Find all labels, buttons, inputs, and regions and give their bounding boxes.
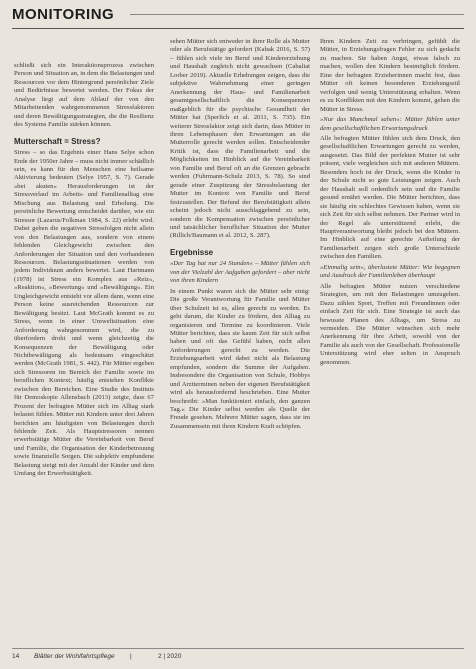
page-header	[12, 6, 464, 29]
paragraph: schließt sich ein Interaktionsprozess zwischen Person und Situation an, in dem die Belastungen und Ressourcen vor dem Hintergrund persönlicher Ziele und Bedürfnisse bewertet werden. Der Fokus der Analyse liegt auf dem Ablauf der von den Mitarbeitenden wahrgenommenen Stressfaktoren und deren Bewältigungsstrategien, die die Resilienz des Systems Familie stärken können.	[14, 62, 154, 129]
text-column-3	[320, 38, 460, 369]
paragraph: Alle befragten Mütter fühlen sich dem Druck, den gesellschaftlichen Erwartungen gerecht zu werden, ausgesetzt. Das Bild der perfekten Mutter ist sehr präsent, viele vergleichen sich mit anderen Müttern. Besonders hoch ist der Druck, wenn die Kinder in der Schule nicht so gute Leistungen zeigen. Auch der Haushalt soll ordentlich sein und die Familie gesund ernährt werden. Die Mütter berichten, dass sie häufig ein schlechtes Gewissen haben, wenn sie sich Zeit für sich selbst nehmen. Der Partner wird in der Regel als unterstützend erlebt, die Hauptverantwortung bleibt jedoch bei den Müttern. Im Hinblick auf eine gerechte Aufteilung der Familienarbeit zeigen sich große Unterschiede zwischen den Familien.	[320, 134, 460, 261]
paragraph: Ihren Kindern Zeit zu verbringen, gefühlt die Mütter, in Erziehungsfragen Fehler zu sich gedacht zu machen. Sie haben Angst, etwas falsch zu machen, wollen den Kindern bestmöglich fördern. Eine der befragten Erzieherinnen macht fest, dass Mütter oft keinen besonderen Erziehungsstil verfolgen und wenig Unterstützung erhalten. Wenn es zu Konflikten mit den Kindern kommt, gehen die Mütter in Stress.	[320, 38, 460, 113]
page-footer	[12, 648, 464, 663]
header-rule	[130, 14, 464, 15]
text-column-1	[14, 62, 154, 481]
paragraph: sehen Mütter sich entweder in ihrer Rolle als Mutter oder als Berufstätige gefordert (Kabak 2016, S. 57) – fühlen sich viele im Beruf und Kindererziehung und Haushalt zugleich nicht gewachsen (Cabaliat Lorber 2019). Aktuelle Erhebungen zeigen, dass die subjektive Wahrnehmung einer geringen Anerkennung der Haus- und Familienarbeit gesamtgesellschaftlich die Konsequenzen maßgeblich für die psychische Gesundheit der Mütter hat (Sperlich et al. 2011, S. 735). Ein weiterer Stressfaktor zeigt sich darin, dass Mütter in ihren Lebensphasen den Erwartungen an die Mutterrolle gerecht werden sollen. Entscheidender Kritik ist, dass die Familienarbeit und die Möglichkeiten im Hinblick auf die Vereinbarkeit von Familie und Beruf oft an die Grenzen gebracht werden (Fuhrmann-Schulz 2013, S. 78). So sind gerade einer Zuspitzung der Stressbelastung der Mutter im Kontext von Familie und Beruf festzustellen. Der Befund der Berufstätigkeit allein scheint jedoch nicht ausschlaggebend zu sein, sondern die Kompensation zwischen persönlicher und tatsächlicher beruflicher Situation der Mutter (Rillich/Baumann et al. 2012, S. 287).	[170, 38, 310, 240]
subheading: Mutterschaft = Stress?	[14, 136, 101, 146]
paragraph: In einem Punkt waren sich die Mütter sehr einig: Die große Verantwortung für Familie und Mütter über Schulzeit ist es, allen gerecht zu werden. Es geht darum, die Kinder zu fördern, den Alltag zu organisieren und Termine zu koordinieren. Viele Mütter berichten, dass sie kaum Zeit für sich selbst haben und oft das Gefühl haben, nicht allen Anforderungen gerecht zu werden. Die Erziehungsarbeit wird dabei nicht als Belastung empfunden, sondern die Summe der Aufgaben. Insbesondere die Organisation von Schule, Hobbys und Arztterminen neben der eigenen Berufstätigkeit wird als herausfordernd beschrieben. Eine Mutter beschreibt: »Man funktioniert einfach, den ganzen Tag.« Die Kinder selbst werden als Quelle der Freude gesehen. Mehrere Mütter sagen, dass sie im Zusammensein mit ihren Kindern Kraft schöpfen.	[170, 287, 310, 430]
text-column-2	[170, 38, 310, 433]
subheading: Ergebnisse	[170, 247, 214, 257]
page-number: 14	[12, 653, 20, 660]
quote-heading: »Der Tag hat nur 24 Stunden« – Mütter fühlen sich von der Vielzahl der Aufgaben gefordert – aber nicht von ihren Kindern	[170, 260, 310, 285]
issue-number: 2 | 2020	[158, 653, 182, 660]
journal-name: Blätter der Wohlfahrtspflege	[34, 653, 115, 660]
quote-heading: »Einmalig sein«, überlastete Mütter: Wie begegnen und Ausdruck der Familienleben überhaupt	[320, 263, 460, 280]
paragraph: Stress – so das Ergebnis einer Hans Selye schon Ende der 1950er Jahre – muss nicht immer schädlich sein, es kann für den Menschen eine heilsame Aktivierung bedeuten (Selye 1957, S. 7). Gerade »bei akuten« Herausforderungen ist der Stressverlauf im Arbeits- und Familienalltag eine Mischung aus Belastung und Erholung. Die persönliche Bewertung entscheidet darüber, wie ein Stressor (Lazarus/Folkman 1984, S. 22) erlebt wird. Dabei gehen die negativen Stressfolgen nicht allein von den Belastungen aus, sondern von einem fehlenden Gleichgewicht zwischen den Anforderungen der Situation und den vorhandenen Ressourcen. Belastungssituationen werden von jedem Individuum anders bewertet. Laut Hartmann (1978) ist Stress ein Komplex aus »Reiz«, »Reaktion«, »Bewertung« und »Bewältigung«. Ein Ungleichgewicht entsteht vor allem dann, wenn eine Person keine ausreichenden Ressourcen zur Bewältigung besitzt. Laut McGrath kommt es zu Stress, wenn in einer Umweltsituation eine Anforderung wahrgenommen wird, die zu überfordern droht und wenn gleichzeitig die Konsequenzen der Bewältigung oder Nichtbewältigung als bedeutsam eingeschätzt werden (McGrath 1981, S. 442). Für Mütter ergeben sich Stressoren im Bereich der Familie sowie im beruflichen Kontext; häufig entstehen Konflikte zwischen den Bereichen. Eine Studie des Instituts für Demoskopie Allensbach (2013) zeigte, dass 67 Prozent der befragten Mütter sich im Alltag stark belastet fühlen. Mütter mit Kindern unter drei Jahren berichten am häufigsten von Belastungen durch fehlende Zeit. Als Hauptstressoren nennen erwerbstätige Mütter die Vereinbarkeit von Beruf und Familie, die Organisation der Kinderbetreuung sowie finanzielle Sorgen. Die subjektiv empfundene Belastung steigt mit der Anzahl der Kinder und dem Umfang der Erwerbstätigkeit.	[14, 149, 154, 478]
paragraph: Alle befragten Mütter nutzen verschiedene Strategien, um mit den Belastungen umzugehen. Dazu zählen Sport, Treffen mit Freundinnen oder einfach Zeit für sich. Eine Strategie ist auch das bewusste Planen des Alltags, um Stress zu vermeiden. Die Mütter wünschen sich mehr Anerkennung für ihre Arbeit, sowohl von der Familie als auch von der Gesellschaft. Professionelle Unterstützung wird eher selten in Anspruch genommen.	[320, 282, 460, 366]
footer-separator: |	[130, 653, 132, 660]
quote-heading: »Nur das Manchmal sahen«: Mütter fühlen unter dem gesellschaftlichen Erwartungsdruck	[320, 116, 460, 132]
section-title: MONITORING	[12, 6, 115, 23]
